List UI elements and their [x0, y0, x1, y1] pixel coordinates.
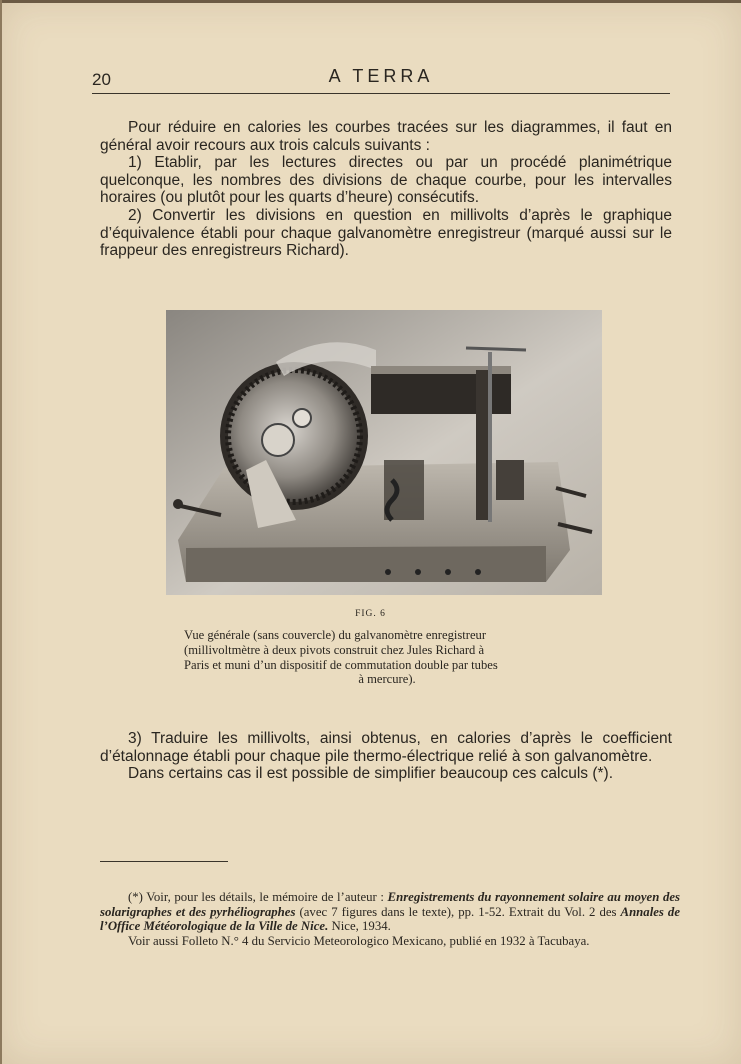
paragraph-step-1: 1) Etablir, par les lectures directes ou par un procédé planimétrique quelconque, les nombres des divisions de chaque courbe, pour les intervalles horaires (ou plutôt pour les quarts d’heure) consécutifs.: [100, 154, 672, 207]
header-rule: [92, 93, 670, 94]
figure-caption-line: Vue générale (sans couvercle) du galvanomètre enregistreur: [184, 628, 487, 642]
footnote-1-prefix: (*) Voir, pour les détails, le mémoire de l’auteur :: [128, 890, 388, 904]
page-header: [92, 66, 670, 96]
figure-caption-line: à mercure).: [358, 672, 416, 687]
page-number: 20: [92, 70, 111, 89]
page-left-edge: [0, 0, 2, 1064]
figure-caption: [184, 628, 590, 687]
paragraph-step-3: 3) Traduire les millivolts, ainsi obtenus, en calories d’après le coefficient d’étalonnage établi pour chaque pile thermo-électrique relié à son galvanomètre.: [100, 730, 672, 765]
footnote-1-suffix: Nice, 1934.: [328, 919, 391, 934]
paragraph-simplify: Dans certains cas il est possible de simplifier beaucoup ces calculs (*).: [128, 765, 614, 783]
footnote-2: Voir aussi Folleto N.° 4 du Servicio Meteorologico Mexicano, publié en 1932 à Tacubaya.: [128, 933, 590, 948]
figure-photo-galvanometer: [166, 310, 602, 595]
paragraph-step-2: 2) Convertir les divisions en question en millivolts d’après le graphique d’équivalence établi pour chaque galvanomètre enregistreur (marqué aussi sur le frappeur des enregistreurs Richard).: [100, 206, 672, 260]
page-top-edge: [0, 0, 741, 3]
footnote-1: [100, 890, 680, 934]
figure-caption-line: (millivoltmètre à deux pivots construit chez Jules Richard à: [184, 642, 485, 657]
footnote-1-series: Annales de l’Office Météorologique de la Ville de Nice.: [100, 904, 681, 934]
galvanometer-photo-illustration: [166, 310, 602, 595]
figure-label: FIG. 6: [355, 609, 386, 619]
footnote-rule: [100, 861, 228, 862]
paragraph-intro: Pour réduire en calories les courbes tracées sur les diagrammes, il faut en général avoir recours aux trois calculs suivants :: [100, 119, 672, 154]
figure-caption-line: Paris et muni d’un dispositif de commutation double par tubes: [184, 657, 498, 672]
footnote-1-middle: (avec 7 figures dans le texte), pp. 1-52. Extrait du Vol. 2 des: [295, 904, 621, 919]
body-text-bottom: [100, 730, 672, 783]
footnotes: [100, 890, 680, 948]
running-title: A TERRA: [328, 66, 434, 86]
body-text-top: [100, 119, 672, 260]
footnote-1-title: Enregistrements du rayonnement solaire au moyen des solarigraphes et des pyrhéliographes: [100, 890, 680, 919]
